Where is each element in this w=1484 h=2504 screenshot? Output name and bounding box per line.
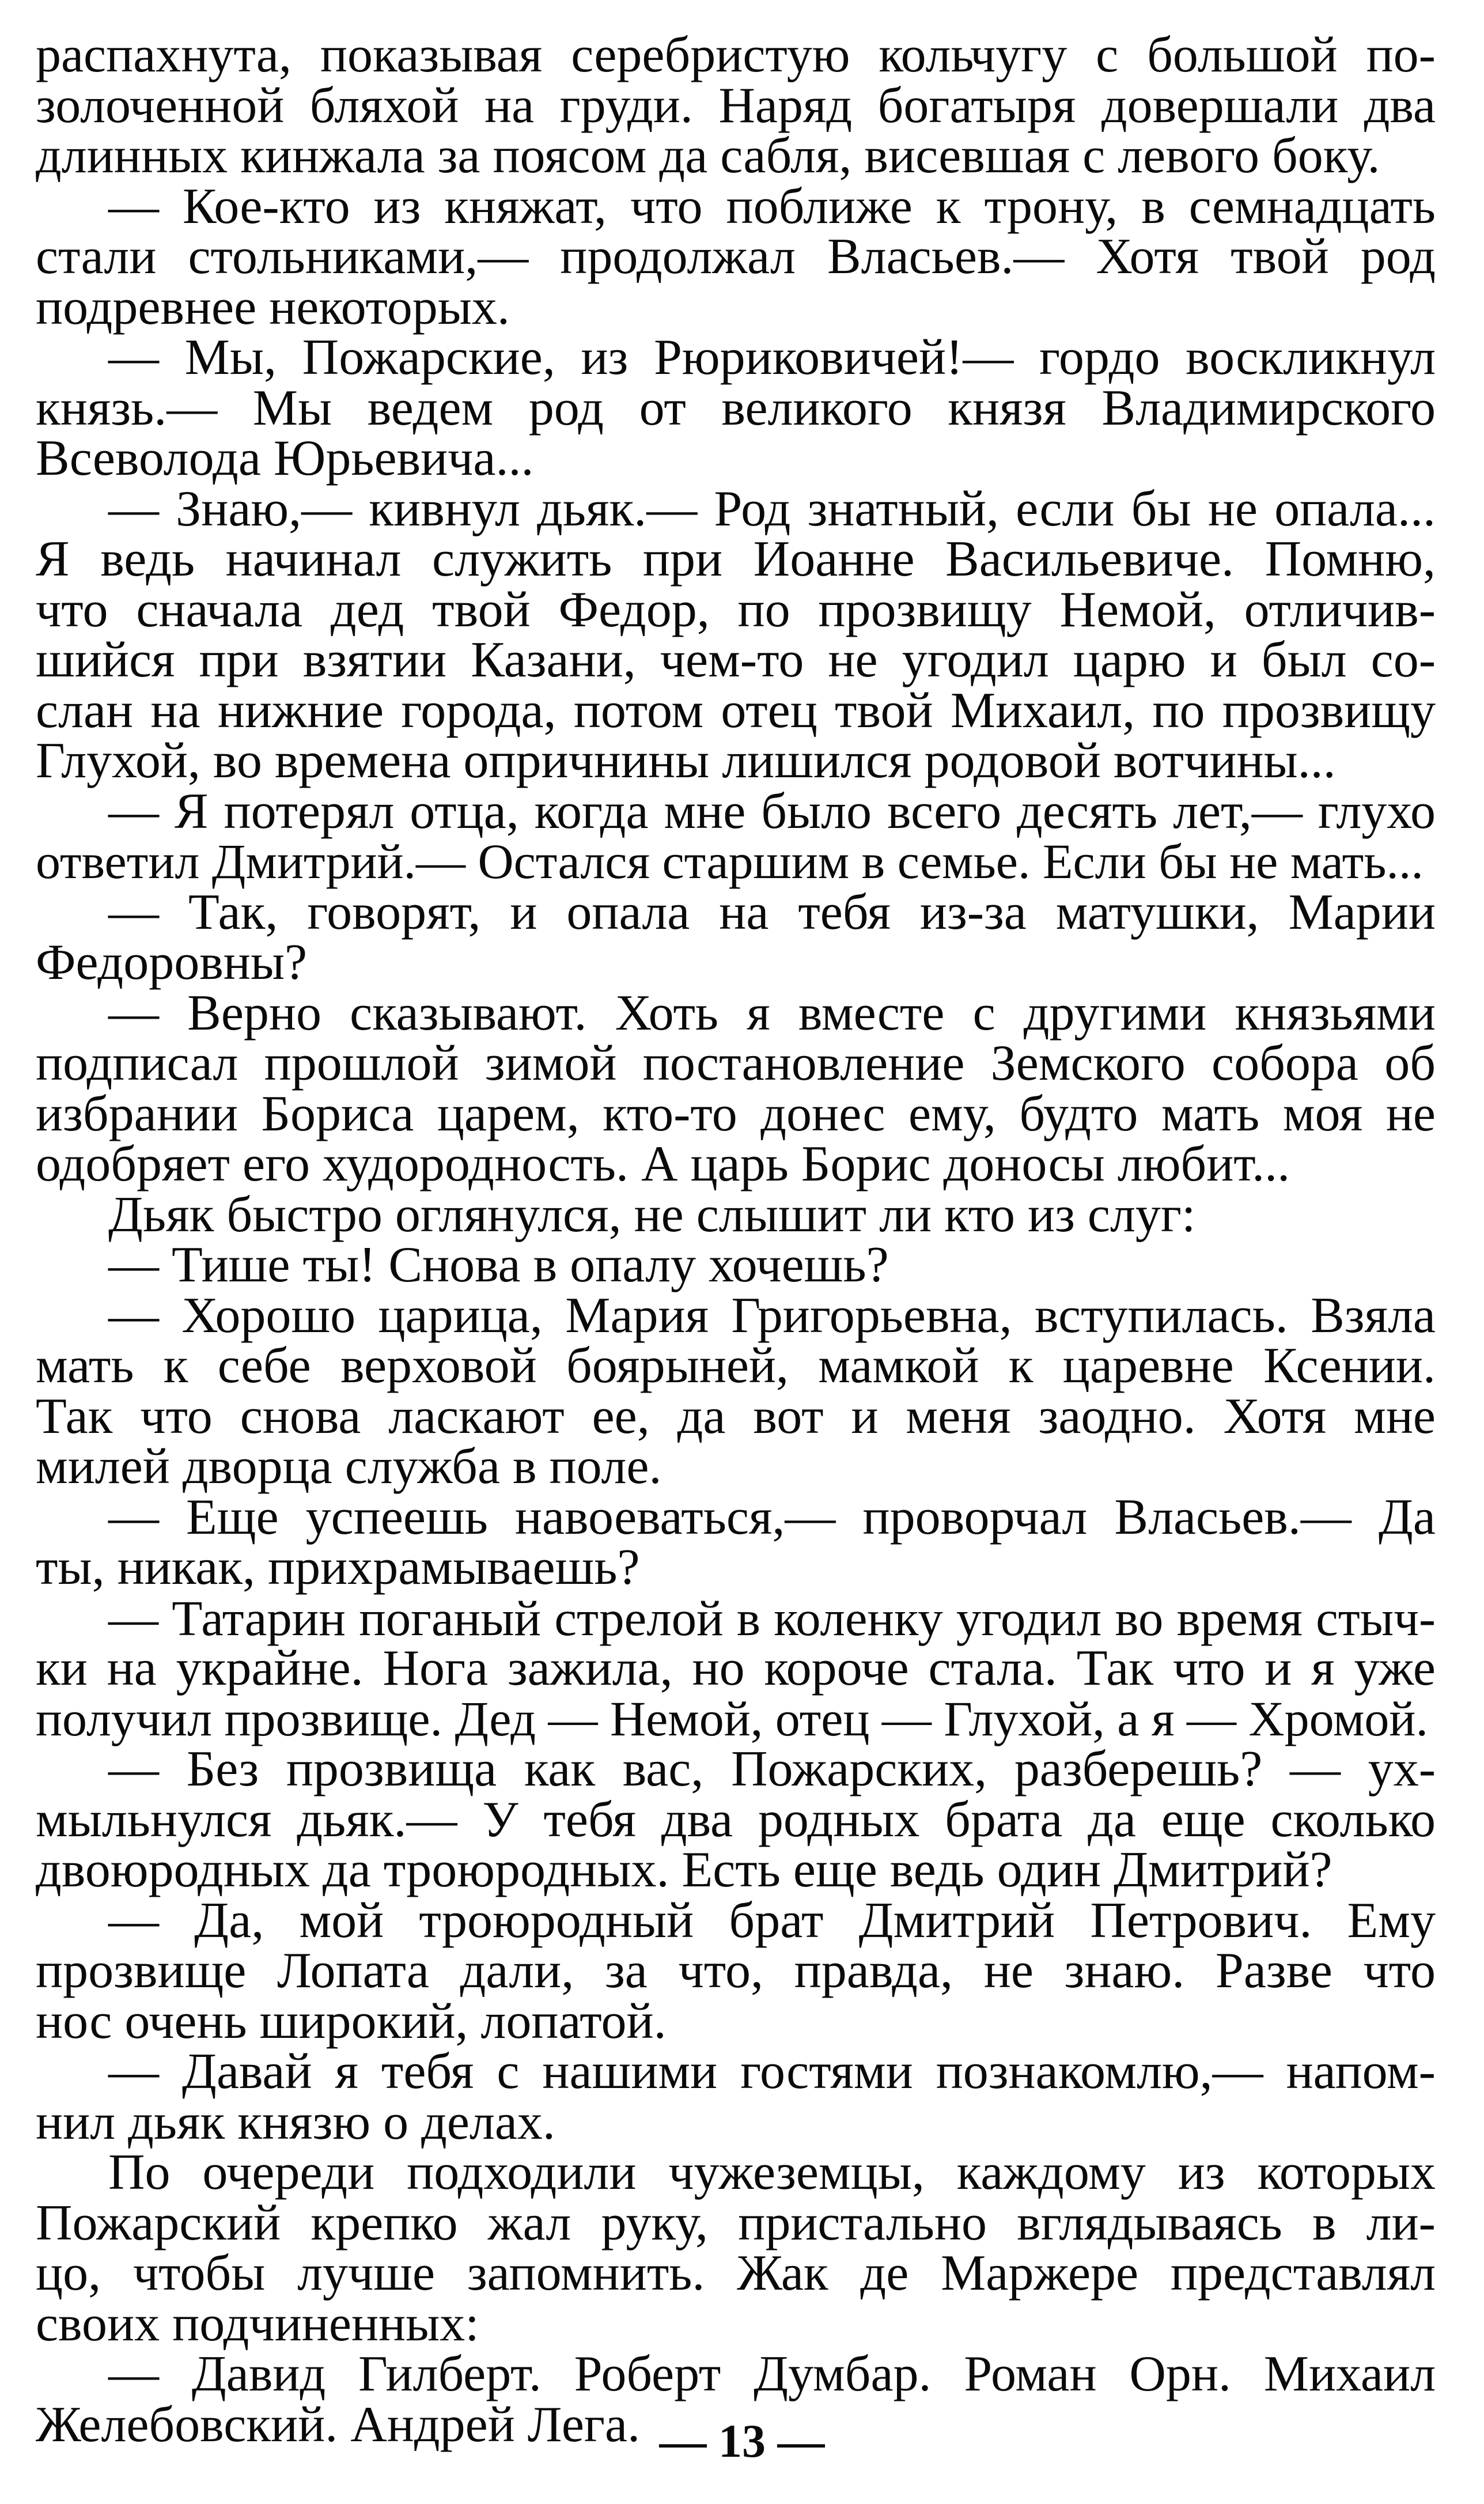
paragraph [36,2044,1436,2150]
text-line: — Хорошо царица, Мария Григорьевна, вступилась. Взяла [108,1287,1436,1344]
text-line: слан на нижние города, потом отец твой Михаил, по прозвищу [36,682,1436,739]
text-line: — Кое-кто из княжат, что поближе к трону, в семнадцать [108,178,1436,234]
paragraph [36,985,1436,1192]
text-line: — Еще успеешь навоеваться,— проворчал Власьев.— Да [108,1489,1436,1545]
text-line: Глухой, во времена опричнины лишился родовой вотчины... [36,733,1336,789]
text-line: — Да, мой троюродный брат Дмитрий Петрович. Ему [108,1892,1436,1949]
text-line: ты, никак, прихрамываешь? [36,1540,640,1595]
text-line: ответил Дмитрий.— Остался старшим в семье. Если бы не мать... [36,834,1424,889]
text-line: Федоровны? [36,935,308,990]
paragraph [36,178,1436,335]
text-line: Желебовский. Андрей Лега. [36,2396,641,2453]
text-line: — Знаю,— кивнул дьяк.— Род знатный, если бы не опала... [108,481,1436,537]
paragraph [36,1186,1436,1243]
text-line: одобряет его худородность. А царь Борис доносы любит... [36,1136,1290,1192]
text-line: Я ведь начинал служить при Иоанне Васильевиче. Помню, [36,531,1436,587]
paragraph [36,27,1436,184]
text-line: нил дьяк князю о делах. [36,2094,555,2150]
text-line: избрании Бориса царем, кто-то донес ему, будто мать моя не [36,1085,1436,1142]
page-text [36,27,1436,2453]
text-line: прозвище Лопата дали, за что, правда, не знаю. Разве что [36,1943,1436,1999]
text-line: получил прозвище. Дед — Немой, отец — Глухой, а я — Хромой. [36,1690,1428,1746]
text-line: — Давай я тебя с нашими гостями познакомлю,— напом- [108,2044,1436,2100]
paragraph [36,884,1436,990]
text-line: князь.— Мы ведем род от великого князя Владимирского [36,380,1436,436]
text-line: цо, чтобы лучше запомнить. Жак де Маржере представлял [36,2245,1436,2301]
paragraph [36,1237,1436,1293]
text-line: По очереди подходили чужеземцы, каждому из которых [108,2144,1436,2200]
text-line: — Татарин поганый стрелой в коленку угодил во время стыч- [108,1590,1436,1646]
paragraph [36,1489,1436,1595]
paragraph [36,2144,1436,2352]
text-line: милей дворца служба в поле. [36,1439,662,1495]
text-line: ки на украйне. Нога зажила, но короче стала. Так что и я уже [36,1640,1436,1696]
text-line: шийся при взятии Казани, чем-то не угодил царю и был со- [36,632,1436,688]
text-line: — Без прозвища как вас, Пожарских, разберешь? — ух- [108,1741,1436,1797]
text-line: нос очень широкий, лопатой. [36,1993,667,2049]
text-line: — Так, говорят, и опала на тебя из-за матушки, Марии [108,884,1436,940]
text-line: двоюродных да троюродных. Есть еще ведь один Дмитрий? [36,1842,1332,1898]
text-line: — Верно сказывают. Хоть я вместе с другими князьями [108,985,1436,1041]
text-line: — Давид Гилберт. Роберт Думбар. Роман Орн. Михаил [108,2346,1436,2402]
text-line: подписал прошлой зимой постановление Земского собора об [36,1035,1436,1091]
text-line: Дьяк быстро оглянулся, не слышит ли кто из слуг: [108,1186,1196,1243]
text-line: своих подчиненных: [36,2295,479,2352]
text-line: подревнее некоторых. [36,279,510,335]
text-line: стали стольниками,— продолжал Власьев.— Хотя твой род [36,229,1436,285]
paragraph [36,332,1436,484]
paragraph [36,1287,1436,1495]
page-number: — 13 — [659,2415,825,2467]
text-line: золоченной бляхой на груди. Наряд богатыря довершали два [36,77,1436,134]
paragraph [36,481,1436,789]
text-line: Пожарский крепко жал руку, пристально вглядываясь в ли- [36,2195,1436,2251]
paragraph [36,1590,1436,1746]
text-line: Всеволода Юрьевича... [36,430,534,486]
text-line: Так что снова ласкают ее, да вот и меня заодно. Хотя мне [36,1388,1436,1444]
text-line: — Тише ты! Снова в опалу хочешь? [108,1237,889,1293]
text-line: мать к себе верховой боярыней, мамкой к царевне Ксении. [36,1338,1436,1394]
text-line: распахнута, показывая серебристую кольчугу с большой по- [36,27,1436,83]
text-line: мыльнулся дьяк.— У тебя два родных брата да еще сколько [36,1791,1436,1848]
text-line: длинных кинжала за поясом да сабля, висевшая с левого боку. [36,128,1380,184]
text-line: что сначала дед твой Федор, по прозвищу Немой, отличив- [36,581,1436,638]
paragraph [36,1892,1436,2049]
text-line: — Я потерял отца, когда мне было всего десять лет,— глухо [108,783,1436,839]
text-line: — Мы, Пожарские, из Рюриковичей!— гордо воскликнул [108,330,1436,385]
paragraph [36,1741,1436,1898]
paragraph [36,783,1436,889]
